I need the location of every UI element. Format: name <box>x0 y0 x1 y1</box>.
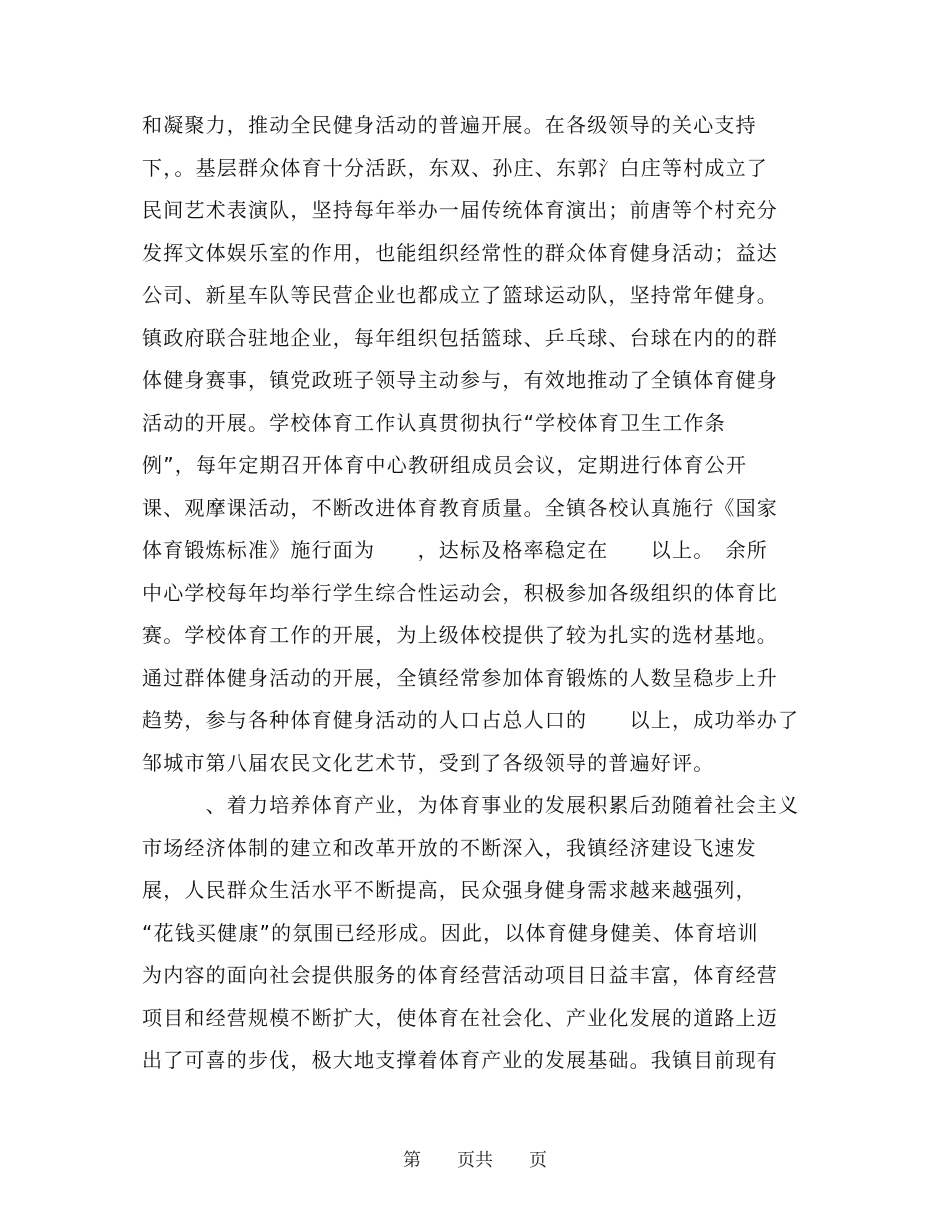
text-line: 中心学校每年均举行学生综合性运动会，积极参加各级组织的体育比 <box>142 580 778 605</box>
text-line: “花钱买健康”的氛围已经形成。因此，以体育健身健美、体育培训 <box>142 920 759 945</box>
text-line: 邹城市第八届农民文化艺术节，受到了各级领导的普遍好评。 <box>142 750 715 775</box>
text-line: 活动的开展。学校体育工作认真贯彻执行“学校体育卫生工作条 <box>142 410 726 435</box>
text-line: 下，。基层群众体育十分活跃，东双、孙庄、东郭氵白庄等村成立了 <box>142 155 768 180</box>
text-line: 展，人民群众生活水平不断提高，民众强身健身需求越来越强列， <box>142 878 757 902</box>
text-line: 例”，每年定期召开体育中心教研组成员会议，定期进行体育公开 <box>142 453 748 477</box>
text-line: 发挥文体娱乐室的作用，也能组织经常性的群众体育健身活动；益达 <box>142 240 778 265</box>
text-line: 项目和经营规模不断扩大，使体育在社会化、产业化发展的道路上迈 <box>142 1005 778 1030</box>
text-line: 市场经济体制的建立和改革开放的不断深入，我镇经济建设飞速发 <box>142 835 757 860</box>
text-line: 民间艺术表演队，坚持每年举办一届传统体育演出；前唐等个村充分 <box>142 198 778 222</box>
text-line: 和凝聚力，推动全民健身活动的普遍开展。在各级领导的关心支持 <box>142 113 757 137</box>
text-line: 为内容的面向社会提供服务的体育经营活动项目日益丰富，体育经营 <box>142 963 778 987</box>
text-line: 、着力培养体育产业，为体育事业的发展积累后劲随着社会主义 <box>142 793 800 817</box>
text-line: 课、观摩课活动，不断改进体育教育质量。全镇各校认真施行《国家 <box>142 495 778 520</box>
text-line: 趋势，参与各种体育健身活动的人口占总人口的 以上，成功举办了 <box>142 708 800 732</box>
text-line: 通过群体健身活动的开展，全镇经常参加体育锻炼的人数呈稳步上升 <box>142 665 778 690</box>
text-line: 出了可喜的步伐，极大地支撑着体育产业的发展基础。我镇目前现有 <box>142 1048 778 1072</box>
text-line: 镇政府联合驻地企业，每年组织包括篮球、乒乓球、台球在内的的群 <box>142 325 778 350</box>
body-text <box>142 104 822 1082</box>
text-line: 赛。学校体育工作的开展，为上级体校提供了较为扎实的选材基地。 <box>142 623 778 647</box>
text-line: 体育锻炼标准》施行面为 ，达标及格率稳定在 以上。 余所 <box>142 538 768 562</box>
text-line: 体健身赛事，镇党政班子领导主动参与，有效地推动了全镇体育健身 <box>142 368 778 392</box>
page-footer: 第 页共 页 <box>403 1150 547 1171</box>
text-line: 公司、新星车队等民营企业也都成立了篮球运动队，坚持常年健身。 <box>142 283 778 307</box>
